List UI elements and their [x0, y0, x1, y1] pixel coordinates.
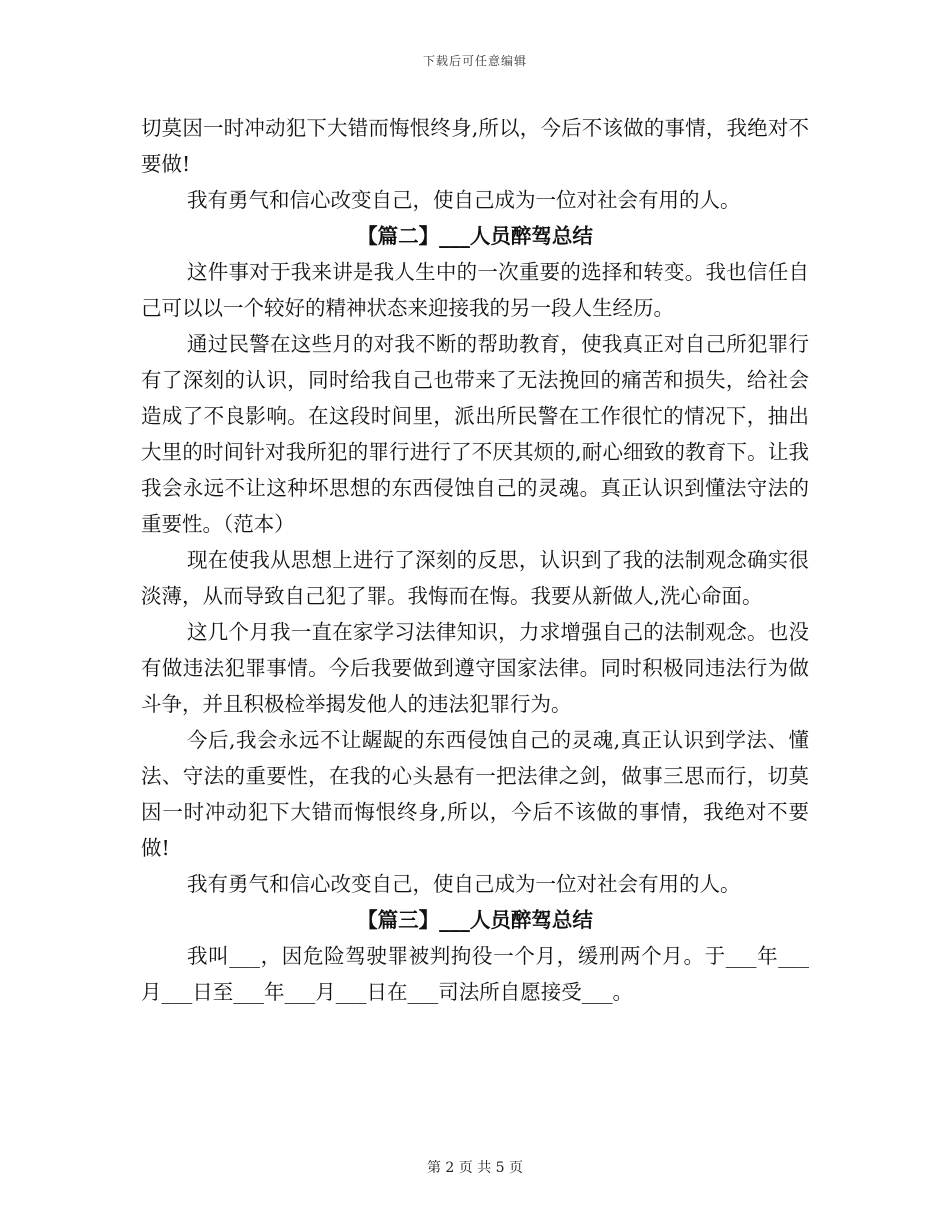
paragraph: 我有勇气和信心改变自己，使自己成为一位对社会有用的人。 — [187, 188, 741, 212]
section-heading: 【篇二】___人员醉驾总结 — [357, 224, 593, 248]
page-header: 下载后可任意编辑 — [422, 54, 527, 68]
paragraph: 通过民警在这些月的对我不断的帮助教育，使我真正对自己所犯罪行有了深刻的认识，同时给我自己也带来了无法挽回的痛苦和损失，给社会造成了不良影响。在这段时间里，派出所民警在工作很忙的情况下，抽出大里的时间针对我所犯的罪行进行了不厌其烦的,耐心细致的教育下。让我我会永远不让这种坏思想的东西侵蚀自己的灵魂。真正认识到懂法守法的重要性。（范本） — [141, 332, 809, 536]
paragraph: 我有勇气和信心改变自己，使自己成为一位对社会有用的人。 — [187, 872, 741, 896]
section-heading: 【篇三】___人员醉驾总结 — [357, 908, 593, 932]
paragraph: 切莫因一时冲动犯下大错而悔恨终身,所以，今后不该做的事情，我绝对不要做! — [141, 116, 809, 176]
paragraph: 这几个月我一直在家学习法律知识，力求增强自己的法制观念。也没有做违法犯罪事情。今后我要做到遵守国家法律。同时积极同违法行为做斗争，并且积极检举揭发他人的违法犯罪行为。 — [141, 620, 809, 716]
paragraph: 这件事对于我来讲是我人生中的一次重要的选择和转变。我也信任自己可以以一个较好的精神状态来迎接我的另一段人生经历。 — [141, 260, 809, 320]
paragraph: 我叫___，因危险驾驶罪被判拘役一个月，缓刑两个月。于___年___月___日至___年___月___日在___司法所自愿接受___。 — [141, 944, 809, 1004]
paragraph: 现在使我从思想上进行了深刻的反思，认识到了我的法制观念确实很淡薄，从而导致自己犯了罪。我悔而在悔。我要从新做人,洗心命面。 — [141, 548, 809, 608]
document-body — [141, 110, 809, 1010]
page-number-footer: 第 2 页 共 5 页 — [426, 1160, 524, 1176]
paragraph: 今后,我会永远不让龌龊的东西侵蚀自己的灵魂,真正认识到学法、懂法、守法的重要性，在我的心头悬有一把法律之剑，做事三思而行，切莫因一时冲动犯下大错而悔恨终身,所以，今后不该做的事情，我绝对不要做! — [141, 728, 809, 860]
